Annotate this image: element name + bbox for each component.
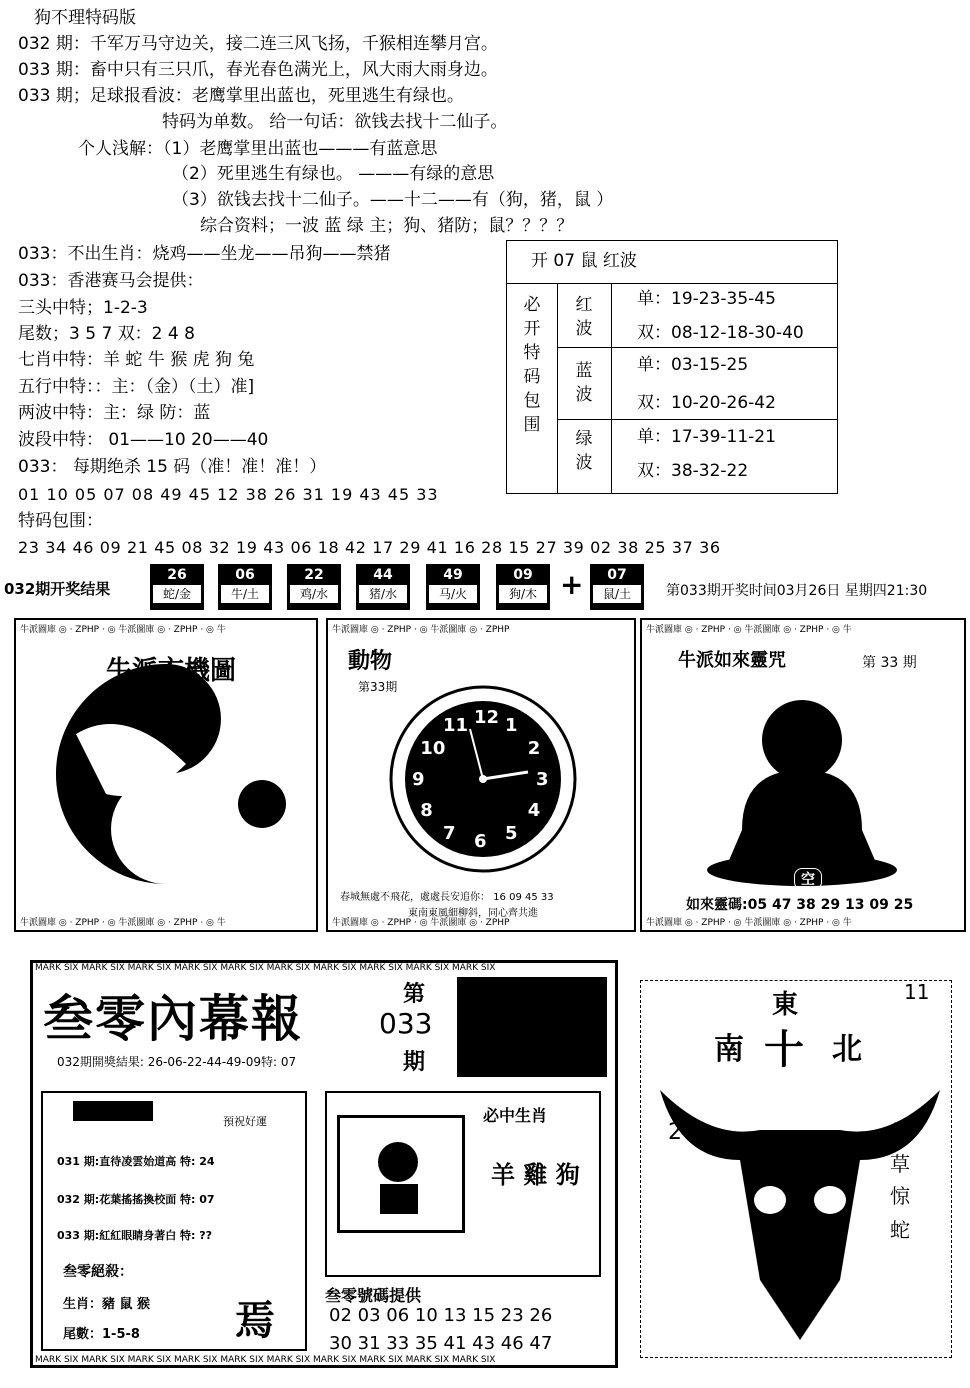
panel-strip: 牛派圖庫 ◎ · ZPHP · ◎ 牛派圖庫 ◎ · ZPHP [332, 625, 510, 635]
clock-number: 2 [527, 738, 541, 759]
panel-issue: 第33期 [358, 680, 398, 694]
special-numbers: 23 34 46 09 21 45 08 32 19 43 06 18 42 17 29 41 16 28 15 27 39 02 38 25 37 36 [18, 538, 721, 557]
info-line: 七肖中特：羊 蛇 牛 猴 虎 狗 兔 [18, 350, 255, 370]
analysis-summary: 综合资料；一波 蓝 绿 主；狗、猪防；鼠？？？？ [200, 216, 574, 236]
verse-char: 蛇 [890, 1218, 910, 1242]
direction-cross: 十 [764, 1027, 804, 1073]
clock-number: 7 [443, 822, 456, 844]
clock-number: 3 [536, 769, 549, 790]
analysis-1: 个人浅解：（1）老鹰掌里出蓝也———有蓝意思 [78, 139, 438, 159]
buddha-mark: 空 [794, 868, 822, 890]
stamp: 焉 [235, 1298, 275, 1344]
result-ball: 09 狗/木 [496, 564, 550, 610]
panel-strip: MARK SIX MARK SIX MARK SIX MARK SIX MARK SIX MARK SIX MARK SIX MARK SIX MARK SIX MARK SIX [35, 1355, 496, 1365]
special-label: 特码包围： [18, 511, 103, 531]
info-line: 033： 每期绝杀 15 码（准！准！准！） [18, 457, 327, 477]
blue-single: 单：03-15-25 [637, 355, 749, 375]
info-line: 五行中特：：主：（金）（土）准] [18, 377, 255, 397]
direction-west: 西 [776, 1075, 799, 1100]
result-ball: 22 鸡/水 [287, 564, 341, 610]
issue-prefix: 第 [403, 982, 426, 1007]
history-banner [73, 1101, 153, 1121]
clock-number: 10 [420, 738, 446, 759]
panel-caption: 東南東風細柳斜，同心齊共進 [408, 908, 538, 919]
must-box [325, 1091, 601, 1277]
direction-south: 南 [714, 1032, 744, 1067]
info-line: 波段中特： 01——10 20——40 [18, 430, 269, 450]
panel-caption: 春城無處不飛花，處處長安追你： 16 09 45 33 [340, 892, 554, 903]
kill-zodiac: 生肖：豬 鼠 猴 [63, 1297, 151, 1312]
clock-number: 6 [474, 831, 487, 852]
divider [611, 283, 612, 493]
clock-number: 4 [527, 800, 541, 821]
info-line: 三头中特；1-2-3 [18, 298, 148, 318]
panel-issue: 第 33 期 [126, 690, 203, 715]
history-line: 032 期:花葉搖搖換校面 特: 07 [57, 1193, 215, 1206]
wave-label-blue: 蓝波 [575, 361, 593, 405]
clock-number: 9 [412, 769, 425, 790]
must-zodiac: 羊 雞 狗 [491, 1161, 580, 1189]
panel-title: 動物 [348, 649, 393, 674]
avatar-frame [337, 1115, 465, 1233]
history-line: 031 期:直待凌雲始道高 特: 24 [57, 1155, 215, 1168]
wave-table-title: 开 07 鼠 红波 [531, 251, 637, 271]
special-ball: 07 鼠/土 [590, 564, 644, 610]
panel-strip: MARK SIX MARK SIX MARK SIX MARK SIX MARK SIX MARK SIX MARK SIX MARK SIX MARK SIX MARK SIX [35, 963, 496, 973]
green-single: 单：17-39-11-21 [637, 427, 776, 447]
panel-issue: 第 33 期 [862, 655, 917, 671]
issue-suffix: 期 [403, 1050, 426, 1075]
panel-xuanji [14, 618, 318, 932]
clock-number: 12 [474, 707, 500, 728]
buddha-illustration [702, 680, 902, 890]
numbers-row: 30 31 33 35 41 43 46 47 [329, 1333, 553, 1354]
next-draw-time: 第033期开奖时间03月26日 星期四21:30 [666, 583, 928, 599]
verse-char: 打 [890, 1120, 910, 1144]
numbers-row: 02 03 06 10 13 15 23 26 [329, 1305, 553, 1326]
header-image [457, 977, 607, 1077]
panel-neimu [30, 960, 618, 1368]
panel-strip: 牛派圖庫 ◎ · ZPHP · ◎ 牛派圖庫 ◎ · ZPHP [332, 918, 510, 928]
wave-label-red: 红波 [575, 295, 593, 339]
panel-clock [326, 618, 636, 932]
green-double: 双：38-32-22 [637, 461, 749, 481]
numbers-label: 叁零號碼提供 [325, 1286, 422, 1305]
analysis-2: （2）死里逃生有绿也。 ———有绿的意思 [172, 164, 495, 184]
good-luck-tag: 預祝好運 [223, 1115, 267, 1128]
panel-strip: 牛派圖庫 ◎ · ZPHP · ◎ 牛派圖庫 ◎ · ZPHP · ◎ 牛 [646, 918, 852, 928]
divider [557, 283, 558, 493]
side-label: 必开特码包围 [523, 295, 541, 435]
verse-char: 草 [890, 1152, 910, 1176]
poem-032: 032 期：千军万马守边关，接二连三风飞扬，千猴相连攀月宫。 [18, 34, 498, 54]
avatar [340, 1118, 462, 1230]
poem-033: 033 期：畜中只有三只爪，春光春色满光上，风大雨大雨身边。 [18, 60, 498, 80]
clock-number: 11 [443, 715, 469, 737]
result-ball: 49 马/火 [426, 564, 480, 610]
panel-rulai [640, 618, 966, 932]
panel-strip: 牛派圖庫 ◎ · ZPHP · ◎ 牛派圖庫 ◎ · ZPHP · ◎ 牛 [646, 625, 852, 635]
divider [557, 347, 837, 348]
blue-double: 双：10-20-26-42 [637, 393, 776, 413]
panel-strip: 牛派圖庫 ◎ · ZPHP · ◎ 牛派圖庫 ◎ · ZPHP · ◎ 牛 [20, 918, 226, 928]
info-line: 033：不出生肖：烧鸡——坐龙——吊狗——禁猪 [18, 244, 391, 264]
poem-football: 033 期；足球报看波：老鹰掌里出蓝也，死里逃生有绿也。 [18, 86, 464, 106]
clock-number: 8 [420, 800, 433, 821]
info-line: 两波中特：主：绿 防：蓝 [18, 403, 211, 423]
red-double: 双：08-12-18-30-40 [637, 323, 804, 343]
results-label: 032期开奖结果 [4, 580, 111, 598]
red-single: 单：19-23-35-45 [637, 289, 776, 309]
direction-north: 北 [832, 1032, 862, 1067]
history-box [41, 1091, 307, 1351]
rulai-numbers: 如來靈碼:05 47 38 29 13 09 25 [686, 897, 914, 913]
verse-char: 惊 [890, 1184, 910, 1208]
kill-label: 叁零絕殺： [63, 1264, 133, 1280]
number-left: 26 [668, 1120, 696, 1145]
last-result: 032期開獎結果: 26-06-22-44-49-09特: 07 [57, 1055, 297, 1069]
clock-number: 5 [505, 822, 518, 844]
result-ball: 44 猪/水 [356, 564, 410, 610]
panel-strip: 牛派圖庫 ◎ · ZPHP · ◎ 牛派圖庫 ◎ · ZPHP · ◎ 牛 [20, 625, 226, 635]
panel-skull [640, 980, 956, 1362]
wave-table [506, 240, 838, 494]
direction-east: 東 [772, 990, 799, 1020]
plus-sign: + [560, 568, 584, 601]
page-title: 狗不理特码版 [34, 8, 136, 28]
history-line: 033 期:紅紅眼睛身著白 特: ?? [57, 1229, 213, 1242]
result-ball: 06 牛/土 [218, 564, 272, 610]
result-ball: 26 蛇/金 [150, 564, 204, 610]
issue-number: 033 [379, 1007, 433, 1040]
clock-number: 1 [505, 715, 518, 737]
wave-table-header [507, 241, 837, 284]
divider [557, 419, 837, 420]
number-right: 11 [904, 980, 930, 1004]
wave-label-green: 绿波 [575, 429, 593, 473]
odd-hint: 特码为单数。 给一句话：欲钱去找十二仙子。 [162, 112, 508, 132]
info-line: 尾数；3 5 7 双：2 4 8 [18, 324, 195, 344]
info-line: 033：香港赛马会提供： [18, 271, 204, 291]
panel-title: 牛派如來靈咒 [678, 650, 786, 671]
kill-tail: 尾數：1-5-8 [63, 1327, 140, 1342]
analysis-3: （3）欲钱去找十二仙子。——十二——有（狗，猪，鼠 ） [172, 190, 614, 210]
kill-numbers: 01 10 05 07 08 49 45 12 38 26 31 19 43 45 33 [18, 485, 439, 504]
panel-title: 牛派玄機圖 [106, 656, 237, 686]
must-label: 必中生肖 [483, 1106, 548, 1125]
panel-title: 叁零內幕報 [43, 990, 303, 1048]
